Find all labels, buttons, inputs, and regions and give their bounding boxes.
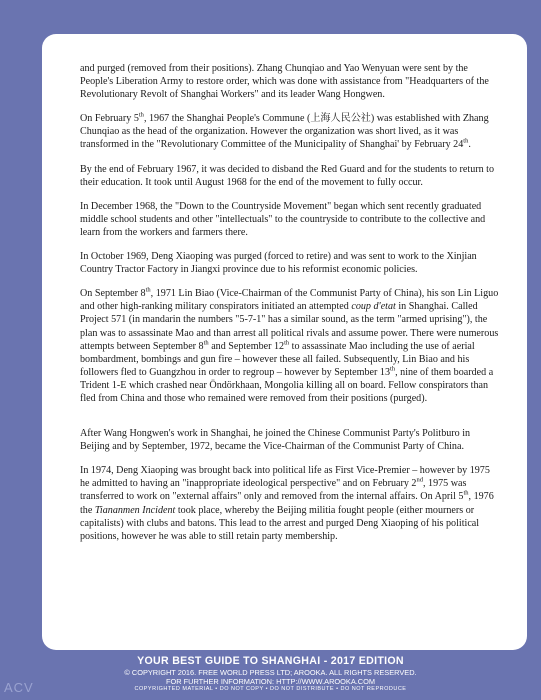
superscript: th [463, 138, 469, 146]
text-run: In December 1968, the "Down to the Countryside Movement" began which sent recently graduated middle school students and other "intellectuals" to the countryside to contribute to the collective and learn from the workers and farmers there. [80, 200, 486, 238]
superscript: th [284, 339, 290, 347]
text-run: took place, whereby the Beijing militia fought people (either mourners or capitalists) with clubs and batons. This lead to the arrest and purged Deng Xiaoping of his political positions, however he was able to still retain party membership. [80, 504, 480, 542]
paragraph [80, 287, 500, 405]
text-run: and September 12 [208, 340, 285, 352]
text-run: , 1967 the Shanghai People's Commune (上海人民公社) was established with Zhang Chunqiao as the head of the organization. However the organization was short lived, as it was transformed in the "Revolutionary Committee of the Municipality of Shanghai' by February 24 [80, 113, 489, 151]
superscript: th [138, 111, 144, 119]
text-run: in Shanghai. Called Project 571 (in mandarin the numbers "5-7-1" has a similar sound, as the term "armed uprising"), the plan was to assassinate Mao and than arrest all political rivals and assume power. There were numerous attempts between September 8 [80, 301, 499, 352]
footer-copyright: © COPYRIGHT 2016. FREE WORLD PRESS LTD; AROOKA. ALL RIGHTS RESERVED. [124, 668, 417, 677]
text-run: , 1975 was transferred to work on "external affairs" only and removed from the internal affairs. On April 5 [80, 478, 467, 503]
text-run: After Wang Hongwen's work in Shanghai, he joined the Chinese Communist Party's Politburo in Beijing and by September, 1972, became the Vice-Chairman of the Communist Party of China. [80, 428, 471, 453]
superscript: nd [416, 476, 423, 484]
footer-title: YOUR BEST GUIDE TO SHANGHAI - 2017 EDITION [137, 655, 404, 667]
italic-text: coup d'etat [351, 301, 396, 313]
paragraph [80, 163, 500, 189]
text-run: , 1971 Lin Biao (Vice-Chairman of the Communist Party of China), his son Lin Liguo and other high-ranking military conspirators initiated an attempted [80, 288, 499, 313]
superscript: th [463, 490, 469, 498]
superscript: th [390, 365, 396, 373]
corner-watermark: ACV [4, 680, 34, 695]
footer-info: FOR FURTHER INFORMATION: HTTP://WWW.AROOKA.COM [165, 677, 376, 686]
text-run: . [468, 139, 471, 151]
paragraph [80, 200, 500, 239]
italic-text: Tiananmen Incident [94, 504, 176, 516]
page-card [42, 34, 527, 650]
article-body [80, 62, 500, 554]
text-run: and purged (removed from their positions). Zhang Chunqiao and Yao Wenyuan were sent by the People's Liberation Army to restore order, which was done with assistance from "Headquarters of the Revolutionary Revolt of Shanghai Workers" and its leader Wang Hongwen. [80, 63, 489, 101]
text-run: On February 5 [80, 113, 139, 125]
text-run: In October 1969, Deng Xiaoping was purged (forced to retire) and was sent to work to the Xinjian Country Tractor Factory in Jiangxi province due to his reformist economic policies. [80, 251, 477, 276]
superscript: th [145, 286, 151, 294]
paragraph [80, 62, 500, 101]
text-run: to assassinate Mao including the use of aerial bombardment, bombings and gun fire – however these all failed. Subsequently, Lin Biao and his followers fled to Guangzhou in order to regroup – however by September 13 [80, 340, 475, 378]
text-run: , 1976 the [80, 491, 494, 516]
page-footer [0, 655, 541, 693]
text-run: By the end of February 1967, it was decided to disband the Red Guard and for the students to return to their education. It took until August 1968 for the end of the movement to fully occur. [80, 163, 495, 188]
paragraph [80, 112, 500, 151]
paragraph [80, 427, 500, 453]
footer-notice: COPYRIGHTED MATERIAL • DO NOT COPY • DO NOT DISTRIBUTE • DO NOT REPRODUCE [134, 686, 407, 692]
text-run: On September 8 [80, 288, 146, 300]
text-run: , nine of them boarded a Trident 1-E which crashed near Öndörkhaan, Mongolia killing all on board. Fellow conspirators than fled from China and those who remained were removed from their positions (purged). [80, 366, 494, 404]
paragraph [80, 464, 500, 543]
superscript: th [203, 339, 209, 347]
text-run: In 1974, Deng Xiaoping was brought back into political life as First Vice-Premier – however by 1975 he admitted to having an "inappropriate ideological perspective" and on February 2 [80, 465, 490, 490]
paragraph [80, 250, 500, 276]
